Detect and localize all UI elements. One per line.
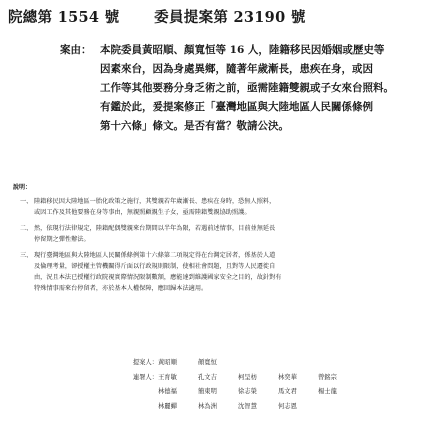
cosigner-name: 孔文吉	[198, 373, 217, 381]
cosigner-name: 何志恩	[278, 402, 297, 410]
notes-title: 說明：	[13, 184, 32, 191]
case-summary	[60, 41, 422, 136]
note-line: 或因工作及其他要務在身等事由，無親照顧親生子女，亟需陸籍雙親協助照護。	[34, 209, 251, 216]
document-header	[8, 6, 428, 27]
cosigner-name: 楊士龍	[318, 388, 337, 395]
note-line: 及倫理考量，卻授權主管機關得斤面以行政規則限制，使相社會問題，且對等人民遷徙自	[34, 263, 276, 270]
case-line: 工作等其他要務分身乏術之前，亟需陸籍雙親或子女來台照料。	[100, 82, 394, 94]
cosigner-name: 林奕華	[278, 373, 297, 381]
cosigner-name: 柯呈枋	[238, 373, 257, 381]
note-line: 特殊情事需來台停留者，亦於基本人權保障，應回歸本法適用。	[34, 285, 208, 292]
note-item	[20, 223, 424, 245]
proposal-number: 委員提案第 23190 號	[154, 9, 306, 26]
cosigner-name: 林麗蟬	[158, 402, 177, 410]
notes-list	[20, 196, 424, 299]
case-line: 本院委員黃昭順、顏寬恒等 16 人，陸籍移民因婚姻或歷史等	[100, 44, 385, 56]
case-line: 第十六條」條文。是否有當？敬請公決。	[100, 120, 289, 132]
note-line: 停留期之彈性辦法。	[34, 236, 90, 243]
proposer-name: 顏寬恒	[198, 359, 217, 366]
cosigner-name: 馬文君	[278, 388, 297, 395]
cosigner-name: 曾銘宗	[318, 373, 337, 381]
cosigner-name: 簡東明	[198, 388, 217, 395]
note-text	[34, 196, 424, 218]
cosigner-name: 沈智慧	[238, 402, 257, 410]
case-line: 因素來台，因為身處異鄉，隨著年歲漸長，患疾在身，或因	[100, 63, 373, 75]
note-line: 現行臺灣地區與大陸地區人民關係條例第十六條第二項規定得在台灣定居者，係基於人道	[34, 252, 276, 259]
note-number: 三、	[20, 252, 33, 259]
note-line: 然，依現行法律規定，陸籍配偶雙親來台期間以半年為限，若遇前述情事，目前並無延長	[34, 225, 276, 232]
cosigners-label: 連署人：	[132, 373, 158, 381]
cosigner-name: 王育敏	[158, 373, 177, 381]
case-label: 案由：	[60, 44, 92, 56]
cosigner-name: 林德福	[158, 388, 177, 395]
cosigners-row	[118, 371, 428, 386]
note-line: 陸籍移民因大陸地區一胎化政策之施行，其雙親若年歲漸長、患疾在身時，恐無人照料，	[34, 198, 276, 205]
signature-block	[118, 356, 428, 414]
note-item	[20, 250, 424, 294]
cosigner-name: 林為洲	[198, 402, 217, 410]
note-text	[34, 223, 424, 245]
note-number: 一、	[20, 198, 33, 205]
note-text	[34, 250, 424, 294]
document-number: 院總第 1554 號	[8, 9, 120, 26]
case-line: 有鑑於此，爰提案修正「臺灣地區與大陸地區人民關係條例	[100, 101, 373, 113]
proposers-label: 提案人：	[132, 359, 158, 366]
cosigners-row	[118, 400, 428, 415]
proposers-row	[118, 356, 428, 371]
note-item	[20, 196, 424, 218]
cosigners-row	[118, 385, 428, 400]
cosigner-name: 徐志榮	[238, 388, 257, 395]
proposer-name: 黃昭順	[158, 359, 177, 366]
note-line: 由，況且本法已授權行政院視實際情況限制數額，應能達到維護國家安全之目的，故針對有	[34, 274, 282, 281]
note-number: 二、	[20, 225, 33, 232]
